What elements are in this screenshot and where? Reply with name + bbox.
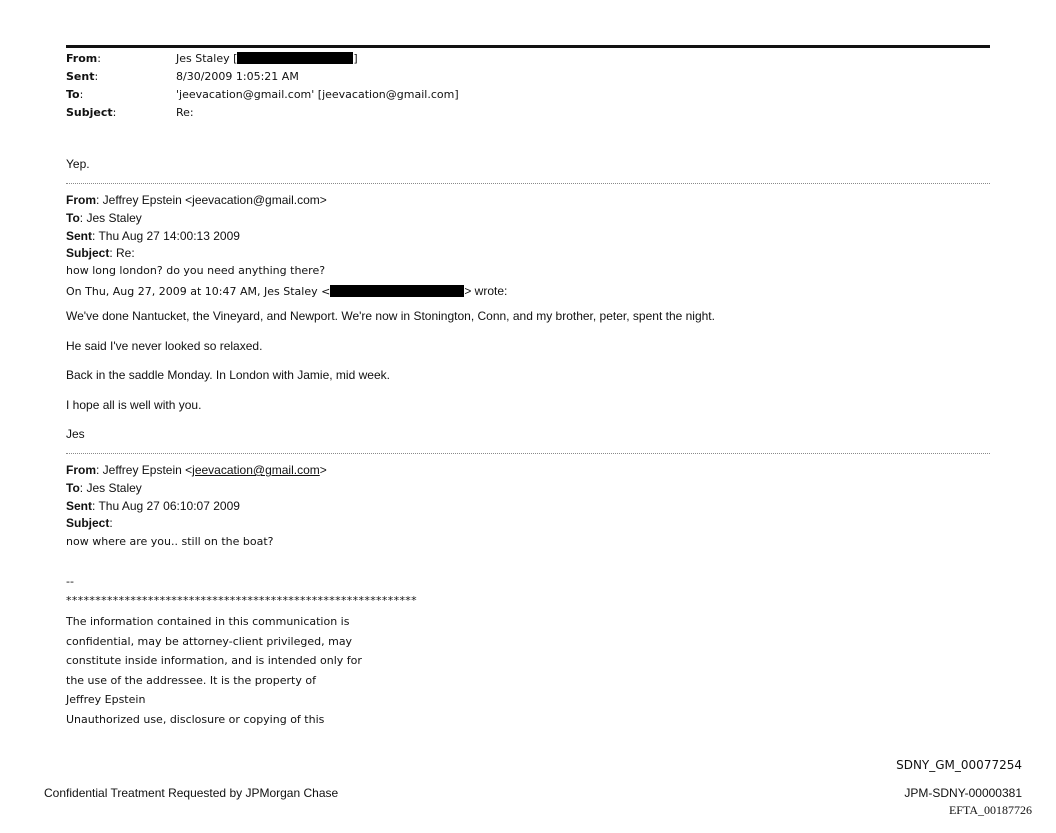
- staley-paragraph-1: We've done Nantucket, the Vineyard, and Newport. We're now in Stonington, Conn, and my brother, peter, spent the night.: [66, 309, 715, 323]
- disclaimer-line: confidential, may be attorney-client privileged, may: [66, 634, 353, 648]
- quoted1-to: To: Jes Staley: [66, 211, 142, 225]
- confidential-notice: Confidential Treatment Requested by JPMorgan Chase: [44, 786, 339, 800]
- disclaimer-line: The information contained in this communication is: [66, 615, 350, 628]
- staley-paragraph-2: He said I've never looked so relaxed.: [66, 339, 263, 353]
- from-label: From:: [66, 52, 101, 65]
- redaction-bar: [237, 52, 353, 64]
- to-value: 'jeevacation@gmail.com' [jeevacation@gmail.com]: [176, 88, 459, 101]
- staley-paragraph-3: Back in the saddle Monday. In London with Jamie, mid week.: [66, 368, 390, 382]
- quoted1-attribution: On Thu, Aug 27, 2009 at 10:47 AM, Jes Staley < > wrote:: [66, 284, 508, 298]
- redaction-bar: [330, 285, 464, 297]
- stars-line: ************************************************************: [66, 594, 417, 607]
- quoted1-body: how long london? do you need anything there?: [66, 264, 326, 277]
- disclaimer-line: Jeffrey Epstein: [66, 693, 146, 707]
- header-top-rule: [66, 45, 990, 48]
- quoted1-sent: Sent: Thu Aug 27 14:00:13 2009: [66, 229, 240, 243]
- quoted2-body: now where are you.. still on the boat?: [66, 535, 274, 548]
- staley-paragraph-4: I hope all is well with you.: [66, 398, 202, 412]
- quoted1-from: From: Jeffrey Epstein <jeevacation@gmail.com>: [66, 193, 327, 207]
- quoted2-sent: Sent: Thu Aug 27 06:10:07 2009: [66, 499, 240, 513]
- quoted2-subject: Subject:: [66, 516, 113, 530]
- subject-label: Subject:: [66, 106, 117, 119]
- subject-value: Re:: [176, 106, 194, 119]
- sent-value: 8/30/2009 1:05:21 AM: [176, 70, 299, 83]
- sent-label: Sent:: [66, 70, 99, 83]
- from-value: Jes Staley [ ]: [176, 52, 358, 65]
- bates-number-efta: EFTA_00187726: [948, 803, 1032, 817]
- quote-separator: [66, 453, 990, 454]
- quoted2-from: From: Jeffrey Epstein <jeevacation@gmail.com>: [66, 463, 327, 477]
- staley-signature: Jes: [66, 427, 85, 441]
- disclaimer-line: the use of the addressee. It is the property of: [66, 673, 316, 687]
- bates-number-jpm: JPM-SDNY-00000381: [904, 786, 1022, 800]
- quoted2-to: To: Jes Staley: [66, 481, 142, 495]
- quote-separator: [66, 183, 990, 184]
- reply-text: Yep.: [66, 157, 90, 171]
- quoted1-subject: Subject: Re:: [66, 246, 135, 260]
- email-link[interactable]: jeevacation@gmail.com: [192, 463, 320, 477]
- to-label: To:: [66, 88, 84, 101]
- confidentiality-disclaimer: [66, 612, 362, 730]
- disclaimer-line: Unauthorized use, disclosure or copying of this: [66, 712, 325, 726]
- disclaimer-line: constitute inside information, and is intended only for: [66, 654, 362, 668]
- signature-dashes: --: [66, 575, 74, 588]
- bates-number-sdny: SDNY_GM_00077254: [896, 758, 1022, 772]
